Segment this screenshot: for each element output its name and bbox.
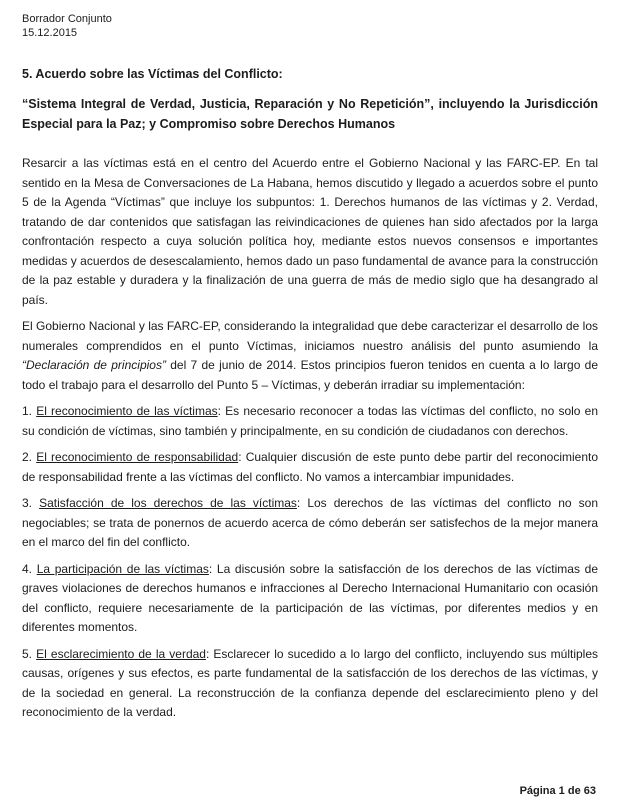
principle-item-4 xyxy=(22,560,598,638)
document-title: 5. Acuerdo sobre las Víctimas del Conflicto: xyxy=(22,67,283,81)
principle-title: El reconocimiento de las víctimas xyxy=(36,404,218,418)
principle-number: 4. xyxy=(22,561,37,576)
principle-number: 5. xyxy=(22,646,37,661)
header-date: 15.12.2015 xyxy=(22,27,78,39)
principle-number: 1. xyxy=(22,404,37,418)
principle-item-1 xyxy=(22,402,598,441)
principle-body: : La discusión sobre la satisfacción de los derechos de las víctimas de graves violaciones de derechos humanos e infracciones al Derecho Internacional Humanitario con ocasión del conflicto, requiere necesariamente de la participación de las víctimas, por diferentes medios y en diferentes momentos. xyxy=(22,561,598,634)
principle-item-3 xyxy=(22,494,598,553)
principle-title: Satisfacción de los derechos de las víctimas xyxy=(39,496,297,510)
principle-title: El reconocimiento de responsabilidad xyxy=(36,450,239,464)
principle-number: 2. xyxy=(22,450,37,464)
principle-body: : Los derechos de las víctimas del conflicto no son negociables; se trata de ponernos de acuerdo acerca de cómo deberán ser satisfechos de la mejor manera en el marco del fin del conflicto. xyxy=(22,496,598,549)
principles-intro-text-after: del 7 de junio de 2014. Estos principios fueron tenidos en cuenta a lo largo de todo el trabajo para el desarrollo del Punto 5 – Víctimas, y deberán irradiar su implementación: xyxy=(22,358,599,392)
principle-title: El esclarecimiento de la verdad xyxy=(36,646,206,661)
paragraph-principles-intro xyxy=(22,317,598,395)
principle-body: : Es necesario reconocer a todas las víctimas del conflicto, no solo en su condición de víctimas, sino también y principalmente, en su condición de ciudadanos con derechos. xyxy=(22,404,598,438)
document-header xyxy=(22,12,598,40)
declaration-quote-italic: “Declaración de principios” xyxy=(22,358,166,372)
paragraph-intro: Resarcir a las víctimas está en el centro del Acuerdo entre el Gobierno Nacional y las FARC-EP. En tal sentido en la Mesa de Conversaciones de La Habana, hemos discutido y llegado a acuerdos sobre el punto 5 de la Agenda “Víctimas” que incluye los subpuntos: 1. Derechos humanos de las víctimas y 2. Verdad, tratando de dar contenidos que satisfagan las reivindicaciones de quienes han sido afectados por la larga confrontación respecto a cuya solución política hoy, mediante estos nuevos consensos e importantes medidas y acuerdos de desescalamiento, hemos dado un paso fundamental de avance para la construcción de la paz estable y duradera y la finalización de una guerra de más de medio siglo que ha desangrado al país. xyxy=(22,156,598,307)
principle-body: : Cualquier discusión de este punto debe partir del reconocimiento de responsabilidad frente a las víctimas del conflicto. No vamos a intercambiar impunidades. xyxy=(22,450,599,484)
page-number: Página 1 de 63 xyxy=(519,785,596,797)
principle-number: 3. xyxy=(22,496,40,510)
document-subtitle: “Sistema Integral de Verdad, Justicia, Reparación y No Repetición”, incluyendo la Jurisdicción Especial para la Paz; y Compromiso sobre Derechos Humanos xyxy=(22,97,598,131)
principle-item-5 xyxy=(22,645,598,723)
header-draft-label: Borrador Conjunto xyxy=(22,13,112,25)
principle-body: : Esclarecer lo sucedido a lo largo del conflicto, incluyendo sus múltiples causas, orígenes y sus efectos, es parte fundamental de la satisfacción de los derechos de las víctimas, y de la sociedad en general. La reconstrucción de la confianza depende del esclarecimiento pleno y del reconocimiento de la verdad. xyxy=(22,646,598,719)
principle-title: La participación de las víctimas xyxy=(36,561,209,576)
principles-intro-text-before: El Gobierno Nacional y las FARC-EP, considerando la integralidad que debe caracterizar el desarrollo de los numerales comprendidos en el punto Víctimas, iniciamos nuestro análisis del punto asumiendo la xyxy=(22,319,598,353)
principle-item-2 xyxy=(22,448,598,487)
